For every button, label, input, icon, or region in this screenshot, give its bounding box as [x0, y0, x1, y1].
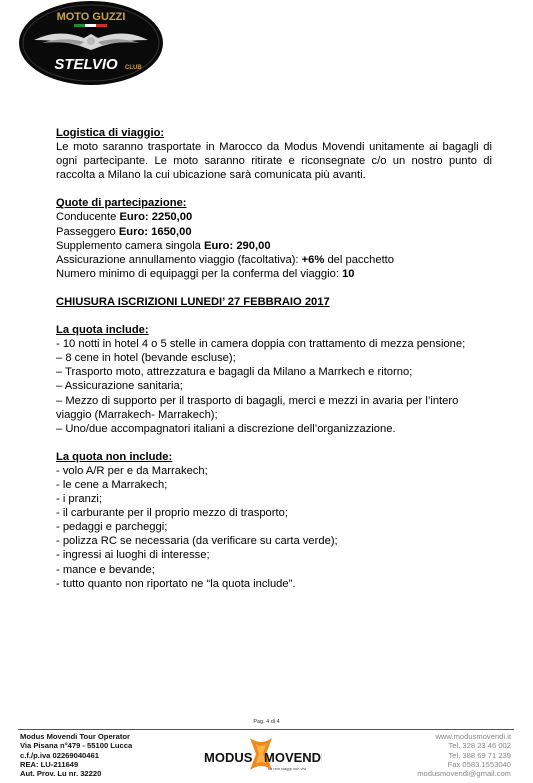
logistics-section: [56, 126, 492, 182]
footer-phone: Tel. 388 69 71 239: [448, 750, 511, 760]
logo-tagline: se non viaggi non vivi: [268, 766, 307, 771]
includes-section: [56, 323, 492, 436]
moto-guzzi-stelvio-club-logo: [18, 0, 164, 86]
fee-row: [56, 267, 492, 281]
logo-top-text: MOTO GUZZI: [56, 11, 126, 23]
footer-website-link[interactable]: www.modusmovendi.it: [435, 732, 511, 741]
list-item: - tutto quanto non riportato ne “la quota include”.: [56, 577, 296, 590]
list-item: - i pranzi;: [56, 493, 103, 506]
logo-club-text: CLUB: [125, 65, 142, 71]
fee-value: Euro: 2250,00: [119, 211, 193, 224]
list-item: - ingressi ai luoghi di interesse;: [56, 549, 210, 562]
fee-value: Euro: 1650,00: [118, 225, 192, 238]
fee-row: [56, 239, 492, 253]
fee-value: Euro: 290,00: [204, 239, 271, 252]
fee-value: +6%: [301, 253, 325, 266]
list-item: – Mezzo di supporto per il trasporto di bagagli, merci e mezzi in avaria per l’intero viaggio (Marrakech- Marrakech);: [56, 394, 459, 421]
fee-row: [56, 225, 492, 239]
list-item: – Assicurazione sanitaria;: [56, 380, 183, 393]
list-item: - 10 notti in hotel 4 o 5 stelle in camera doppia con trattamento di mezza pensione;: [56, 338, 466, 351]
list-item: – Trasporto moto, attrezzatura e bagagli da Milano a Marrkech e ritorno;: [56, 366, 413, 379]
footer-line: Via Pisana n°479 - 55100 Lucca: [20, 741, 133, 751]
registration-deadline: CHIUSURA ISCRIZIONI LUNEDI’ 27 FEBBRAIO 2017: [56, 295, 330, 308]
fee-label: Passeggero: [56, 225, 119, 238]
fee-label: Assicurazione annullamento viaggio (facoltativa):: [56, 253, 302, 266]
logo-bottom-text: STELVIO: [54, 56, 118, 73]
excludes-heading: La quota non include:: [56, 450, 173, 463]
fee-suffix: del pacchetto: [324, 253, 395, 266]
fee-value: 10: [342, 267, 355, 280]
excludes-section: [56, 450, 492, 591]
includes-heading: La quota include:: [56, 324, 149, 337]
modus-movendi-logo: [200, 736, 322, 778]
list-item: - polizza RC se necessaria (da verificare su carta verde);: [56, 535, 338, 548]
fee-label: Numero minimo di equipaggi per la conferma del viaggio:: [56, 267, 343, 280]
fee-label: Conducente: [56, 211, 120, 224]
list-item: - volo A/R per e da Marrakech;: [56, 464, 208, 477]
footer-line: c.f./p.iva 02269040461: [20, 750, 99, 760]
footer-line: Modus Movendi Tour Operator: [20, 732, 130, 741]
logo-word-movendi: MOVENDI: [264, 750, 322, 765]
footer-line: REA: LU-211649: [20, 759, 79, 769]
footer-contact-info: [417, 732, 511, 778]
logo-graphic: [18, 0, 164, 86]
list-item: - pedaggi e parcheggi;: [56, 521, 168, 534]
fee-row: [56, 210, 492, 224]
list-item: - mance e bevande;: [56, 563, 155, 576]
logistics-text: Le moto saranno trasportate in Marocco da Modus Movendi unitamente ai bagagli di ogni partecipante. Le moto saranno ritirate e riconsegnate c/o un nostro punto di raccolta a Milano la cui ubicazione sarà comunicata più avanti.: [56, 141, 492, 182]
fee-label: Supplemento camera singola: [56, 239, 205, 252]
footer-line: Aut. Prov. Lu nr. 32220: [20, 769, 102, 779]
footer-company-info: [20, 732, 132, 778]
footer-divider: [18, 729, 514, 730]
fees-heading: Quote di partecipazione:: [56, 197, 187, 210]
list-item: – 8 cene in hotel (bevande escluse);: [56, 352, 236, 365]
footer-fax: Fax 0583.1553040: [447, 759, 511, 769]
document-body: [56, 126, 492, 605]
list-item: - il carburante per il proprio mezzo di trasporto;: [56, 507, 288, 520]
fee-row: [56, 253, 492, 267]
list-item: – Uno/due accompagnatori italiani a discrezione dell’organizzazione.: [56, 422, 396, 435]
fees-section: [56, 196, 492, 281]
page-number: Pag. 4 di 4: [253, 719, 280, 725]
logo-word-modus: MODUS: [204, 750, 253, 765]
footer-phone: Tel. 328 23 46 002: [448, 741, 511, 751]
modus-movendi-logo-graphic: [200, 736, 322, 778]
logistics-heading: Logistica di viaggio:: [56, 127, 165, 139]
list-item: - le cene a Marrakech;: [56, 478, 168, 491]
footer-email-link[interactable]: modusmovendi@gmail.com: [417, 769, 511, 779]
